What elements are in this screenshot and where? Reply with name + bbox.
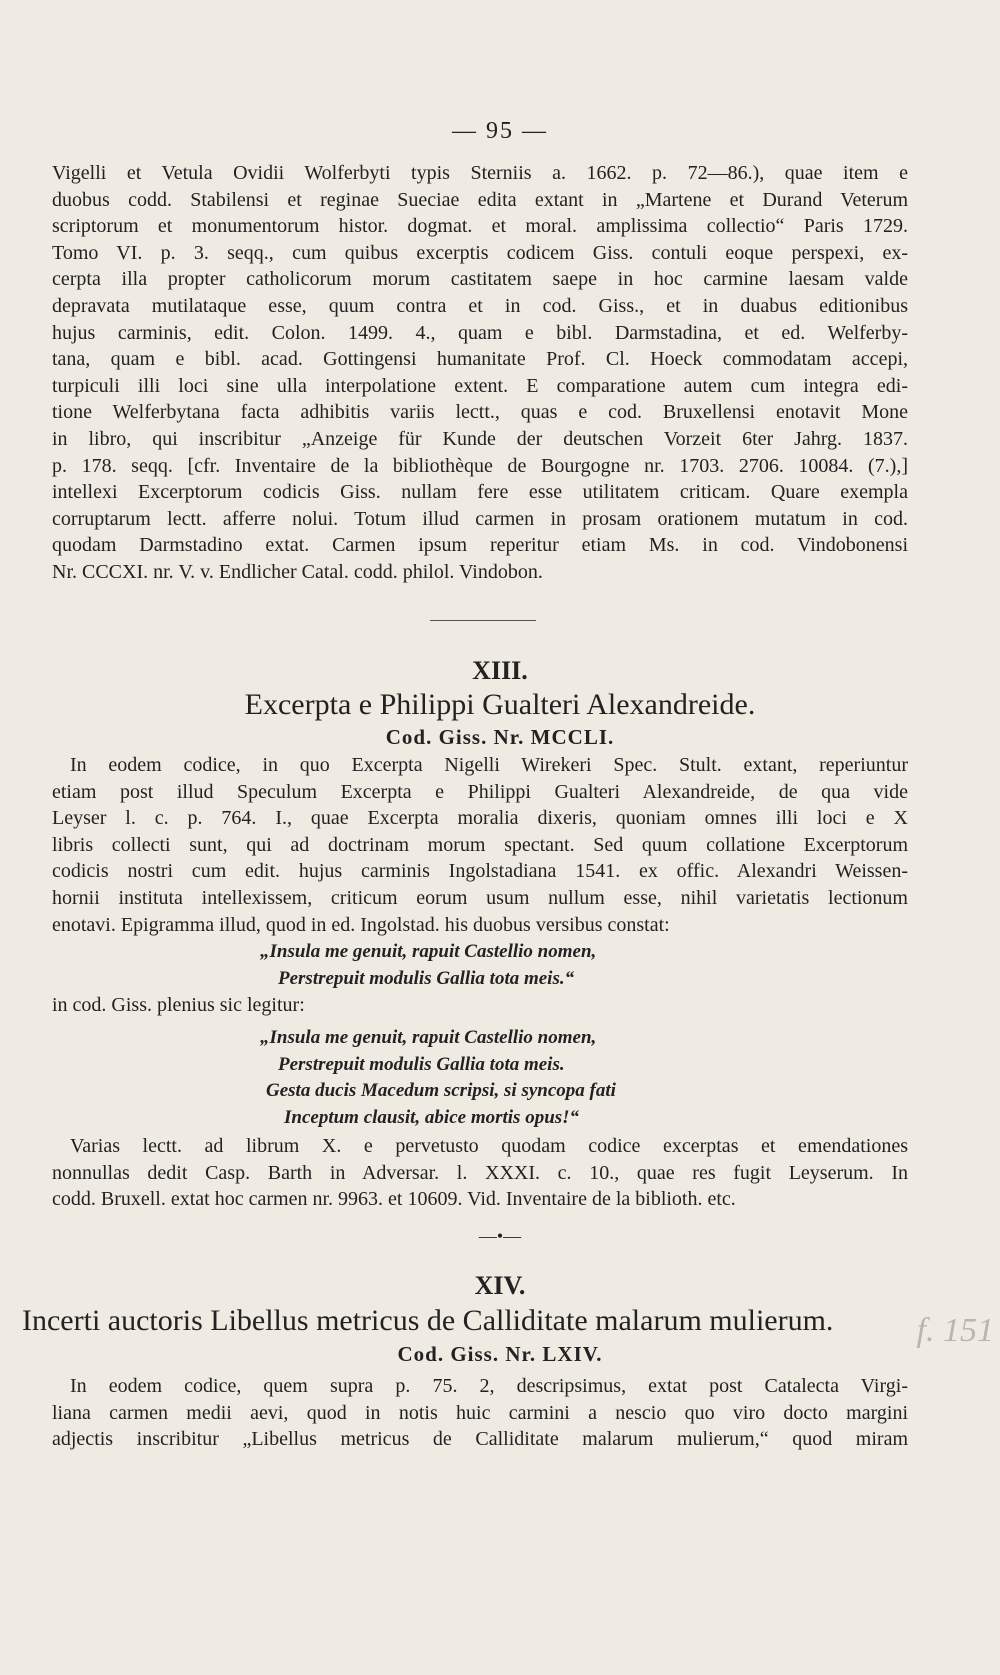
text-line: quodam Darmstadino extat. Carmen ipsum reperitur etiam Ms. in cod. Vindobonensi bbox=[52, 534, 908, 557]
text-line: tana, quam e bibl. acad. Gottingensi humanitate Prof. Cl. Hoeck commodatam accepi, bbox=[52, 348, 908, 371]
codex-reference: Cod. Giss. Nr. LXIV. bbox=[397, 1342, 603, 1366]
text-line: corruptarum lectt. afferre nolui. Totum illud carmen in prosam orationem mutatum in cod. bbox=[52, 507, 908, 530]
verse-line: „Insula me genuit, rapuit Castellio nomen, bbox=[260, 941, 597, 962]
text-line: Nr. CCCXI. nr. V. v. Endlicher Catal. codd. philol. Vindobon. bbox=[52, 560, 543, 583]
text-line: duobus codd. Stabilensi et reginae Sueciae edita extant in „Martene et Durand Veterum bbox=[52, 188, 908, 211]
verse-line: „Insula me genuit, rapuit Castellio nomen, bbox=[260, 1027, 597, 1048]
text-line: tione Welferbytana facta adhibitis variis lectt., quas e cod. Bruxellensi enotavit Mone bbox=[52, 401, 908, 424]
text-line: Vigelli et Vetula Ovidii Wolferbyti typis Sterniis a. 1662. p. 72—86.), quae item e bbox=[52, 162, 908, 184]
section-number: XIII. bbox=[472, 656, 528, 685]
section-paragraph bbox=[52, 1373, 908, 1453]
text-line: scriptorum et monumentorum histor. dogmat. et moral. amplissima collectio“ Paris 1729. bbox=[52, 215, 908, 238]
section-title: Excerpta e Philippi Gualteri Alexandreide. bbox=[244, 688, 756, 721]
text-line: codicis nostri cum edit. hujus carminis Ingolstadiana 1541. ex offic. Alexandri Weissen- bbox=[52, 860, 908, 883]
paragraph-continuation bbox=[52, 160, 908, 586]
verse-line: Perstrepuit modulis Gallia tota meis.“ bbox=[278, 967, 575, 989]
verse-line: Gesta ducis Macedum scripsi, si syncopa fati bbox=[266, 1080, 616, 1102]
text-line: Varias lectt. ad librum X. e pervetusto quodam codice excerptas et emendationes bbox=[70, 1135, 908, 1157]
section-paragraph bbox=[52, 752, 908, 938]
text-line: In eodem codice, in quo Excerpta Nigelli Wirekeri Spec. Stult. extant, reperiuntur bbox=[70, 754, 908, 776]
text-between bbox=[52, 992, 908, 1019]
text-line: codd. Bruxell. extat hoc carmen nr. 9963. et 10609. Vid. Inventaire de la biblioth. etc. bbox=[52, 1188, 736, 1211]
codex-reference: Cod. Giss. Nr. MCCLI. bbox=[385, 725, 615, 749]
page-number: — 95 — bbox=[452, 118, 548, 144]
text-line: enotavi. Epigramma illud, quod in ed. Ingolstad. his duobus versibus constat: bbox=[52, 913, 670, 936]
text-line: hornii instituta intellexissem, criticum eorum usum nullum esse, nihil varietatis lectionum bbox=[52, 886, 908, 909]
text-line: in libro, qui inscribitur „Anzeige für Kunde der deutschen Vorzeit 6ter Jahrg. 1837. bbox=[52, 427, 908, 450]
verse-line: Perstrepuit modulis Gallia tota meis. bbox=[278, 1053, 565, 1075]
verse-block bbox=[52, 1025, 908, 1131]
text-line: intellexi Excerptorum codicis Giss. nullam fere esse utilitatem criticam. Quare exempla bbox=[52, 481, 908, 504]
text-line: Tomo VI. p. 3. seqq., cum quibus excerptis codicem Giss. contuli eoque perspexi, ex- bbox=[52, 241, 908, 264]
section-divider bbox=[430, 620, 536, 621]
text-line: adjectis inscribitur „Libellus metricus de Calliditate malarum mulierum,“ quod miram bbox=[52, 1428, 908, 1451]
text-line: in cod. Giss. plenius sic legitur: bbox=[52, 994, 305, 1016]
text-line: etiam post illud Speculum Excerpta e Philippi Gualteri Alexandreide, de qua vide bbox=[52, 780, 908, 803]
section-number: XIV. bbox=[474, 1271, 526, 1300]
text-line: In eodem codice, quem supra p. 75. 2, descripsimus, extat post Catalecta Virgi- bbox=[70, 1375, 908, 1397]
verse-line: Inceptum clausit, abice mortis opus!“ bbox=[284, 1106, 580, 1128]
text-line: depravata mutilataque esse, quum contra et in cod. Giss., et in duabus editionibus bbox=[52, 294, 908, 317]
margin-annotation: f. 151 bbox=[916, 1312, 994, 1349]
text-line: nonnullas dedit Casp. Barth in Adversar. l. XXXI. c. 10., quae res fugit Leyserum. In bbox=[52, 1161, 908, 1184]
verse-block bbox=[52, 939, 908, 992]
ornament-divider: —•— bbox=[478, 1226, 522, 1246]
text-line: libris collecti sunt, qui ad doctrinam morum spectant. Sed quum collatione Excerptorum bbox=[52, 833, 908, 856]
text-line: hujus carminis, edit. Colon. 1499. 4., quam e bibl. Darmstadina, et ed. Welferby- bbox=[52, 321, 908, 344]
section-title: Incerti auctoris Libellus metricus de Calliditate malarum mulierum. bbox=[22, 1304, 834, 1337]
section-paragraph bbox=[52, 1133, 908, 1213]
text-line: Leyser l. c. p. 764. I., quae Excerpta moralia dixeris, quoniam omnes illi loci e X bbox=[52, 807, 908, 830]
text-line: liana carmen medii aevi, quod in notis huic carmini a nescio quo viro docto margini bbox=[52, 1401, 908, 1424]
text-line: turpiculi illi loci sine ulla interpolatione extent. E comparatione autem cum integra edi- bbox=[52, 374, 908, 397]
text-line: cerpta illa propter catholicorum morum castitatem saepe in hoc carmine laesam valde bbox=[52, 268, 908, 291]
text-line: p. 178. seqq. [cfr. Inventaire de la bibliothèque de Bourgogne nr. 1703. 2706. 10084. (7.),] bbox=[52, 454, 908, 477]
